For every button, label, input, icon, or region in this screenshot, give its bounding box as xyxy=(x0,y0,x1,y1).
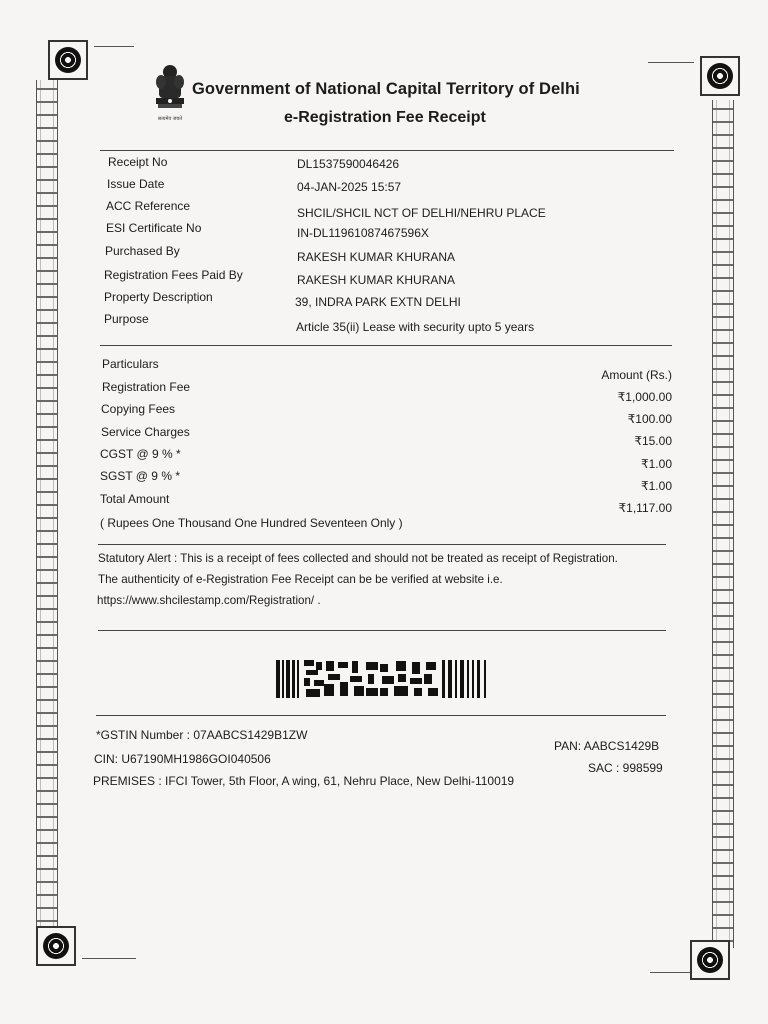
emblem-caption: सत्यमेव जयते xyxy=(157,116,183,122)
issue-date-label: Issue Date xyxy=(107,177,165,191)
purpose-label: Purpose xyxy=(104,312,149,326)
pan-number: PAN: AABCS1429B xyxy=(554,739,660,753)
premises-address: PREMISES : IFCI Tower, 5th Floor, A wing, 61, Nehru Place, New Delhi-110019 xyxy=(93,774,515,788)
particulars-header: Particulars xyxy=(102,357,159,371)
total-amount-label: Total Amount xyxy=(100,492,170,506)
top-left-border-line xyxy=(94,46,134,47)
purchased-by-label: Purchased By xyxy=(105,244,180,258)
page-subtitle: e-Registration Fee Receipt xyxy=(284,109,486,126)
purpose-value: Article 35(ii) Lease with security upto 5 years xyxy=(296,320,535,334)
page-title: Government of National Capital Territory of Delhi xyxy=(192,80,580,98)
gstin-number: *GSTIN Number : 07AABCS1429B1ZW xyxy=(96,728,308,742)
fee-label: CGST @ 9 % * xyxy=(100,447,181,461)
amount-in-words: ( Rupees One Thousand One Hundred Seventeen Only ) xyxy=(100,516,403,530)
amount-header: Amount (Rs.) xyxy=(601,368,672,382)
issue-date-value: 04-JAN-2025 15:57 xyxy=(297,180,402,194)
total-amount-value: ₹1,117.00 xyxy=(618,501,672,515)
acc-reference-value: SHCIL/SHCIL NCT OF DELHI/NEHRU PLACE xyxy=(297,206,546,220)
national-emblem-icon xyxy=(150,62,190,124)
fees-divider xyxy=(98,544,666,545)
purchased-by-value: RAKESH KUMAR KHURANA xyxy=(297,250,456,264)
fee-label: Registration Fee xyxy=(102,380,191,394)
right-decorative-border xyxy=(712,100,734,948)
fee-label: Service Charges xyxy=(101,425,190,439)
fee-label: Copying Fees xyxy=(101,402,176,416)
fee-amount: ₹1.00 xyxy=(641,479,672,493)
verification-note: The authenticity of e-Registration Fee Receipt can be be verified at website i.e. xyxy=(98,573,503,586)
left-decorative-border xyxy=(36,80,58,928)
cin-number: CIN: U67190MH1986GOI040506 xyxy=(94,752,271,766)
property-description-value: 39, INDRA PARK EXTN DELHI xyxy=(295,295,461,309)
fee-label: SGST @ 9 % * xyxy=(100,469,180,483)
top-right-border-line xyxy=(648,62,694,63)
esi-certificate-value: IN-DL11961087467596X xyxy=(297,226,429,240)
sac-code: SAC : 998599 xyxy=(588,761,663,775)
fees-paid-by-value: RAKESH KUMAR KHURANA xyxy=(297,273,456,287)
barcode-divider xyxy=(96,715,666,716)
fees-paid-by-label: Registration Fees Paid By xyxy=(104,268,243,282)
receipt-no-label: Receipt No xyxy=(108,155,168,169)
fee-amount: ₹15.00 xyxy=(634,434,672,448)
verification-url: https://www.shcilestamp.com/Registration/ . xyxy=(97,594,321,607)
fee-amount: ₹1.00 xyxy=(641,457,672,471)
corner-ornament-icon xyxy=(700,56,740,96)
header-divider xyxy=(100,150,674,151)
property-description-label: Property Description xyxy=(104,290,213,304)
fee-amount: ₹100.00 xyxy=(627,412,672,426)
bottom-left-border-line xyxy=(82,958,136,959)
corner-ornament-icon xyxy=(36,926,76,966)
esi-certificate-label: ESI Certificate No xyxy=(106,221,202,235)
corner-ornament-icon xyxy=(48,40,88,80)
statutory-alert-text: Statutory Alert : This is a receipt of fees collected and should not be treated as receipt of Registration. xyxy=(98,552,618,565)
acc-reference-label: ACC Reference xyxy=(106,199,191,213)
fee-amount: ₹1,000.00 xyxy=(617,390,672,404)
alert-divider xyxy=(98,630,666,631)
corner-ornament-icon xyxy=(690,940,730,980)
barcode-image xyxy=(276,658,488,700)
receipt-no-value: DL1537590046426 xyxy=(297,157,400,171)
details-divider xyxy=(100,345,672,346)
